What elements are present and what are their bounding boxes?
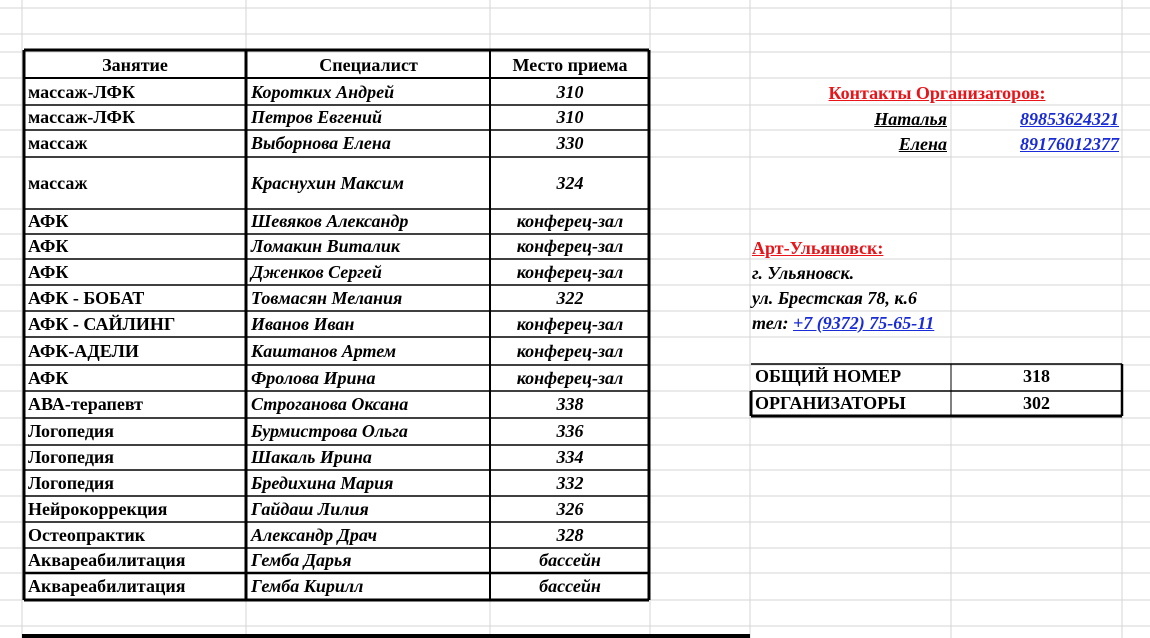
contacts-title[interactable]: Контакты Организаторов: — [828, 84, 1046, 103]
cell-room[interactable]: конферец-зал — [516, 314, 624, 334]
cell-specialist[interactable]: Фролова Ирина — [251, 368, 376, 388]
cell-activity[interactable]: АФК — [28, 236, 69, 256]
general-number-label[interactable]: ОБЩИЙ НОМЕР — [755, 367, 902, 386]
cell-specialist[interactable]: Каштанов Артем — [251, 341, 397, 361]
cell-specialist[interactable]: Гемба Кирилл — [251, 576, 364, 596]
contact-phone-natalya[interactable]: 89853624321 — [1020, 110, 1119, 129]
cell-room[interactable]: 328 — [556, 525, 584, 545]
cell-activity[interactable]: АФК - БОБАТ — [28, 288, 145, 308]
cell-room[interactable]: 326 — [556, 499, 584, 519]
cell-activity[interactable]: Аквареабилитация — [28, 550, 186, 570]
cell-specialist[interactable]: Александр Драч — [251, 525, 378, 545]
cell-room[interactable]: конферец-зал — [516, 262, 624, 282]
cell-room[interactable]: 332 — [556, 473, 584, 493]
venue-phone-label: тел: — [752, 314, 794, 333]
cell-room[interactable]: конферец-зал — [516, 368, 624, 388]
cell-specialist[interactable]: Гемба Дарья — [251, 550, 352, 570]
cell-room[interactable]: 310 — [556, 82, 584, 102]
header-room[interactable]: Место приема — [512, 56, 628, 75]
cell-activity[interactable]: АФК — [28, 262, 69, 282]
cell-specialist[interactable]: Коротких Андрей — [251, 82, 395, 102]
contact-phone-elena[interactable]: 89176012377 — [1020, 135, 1119, 154]
venue-street[interactable]: ул. Брестская 78, к.6 — [752, 289, 917, 308]
header-activity[interactable]: Занятие — [102, 56, 168, 75]
cell-activity[interactable]: Логопедия — [28, 473, 115, 493]
cell-specialist[interactable]: Шевяков Александр — [251, 211, 409, 231]
cell-specialist[interactable]: Бурмистрова Ольга — [251, 421, 408, 441]
cell-activity[interactable]: Нейрокоррекция — [28, 499, 168, 519]
header-specialist[interactable]: Специалист — [319, 56, 418, 75]
venue-name[interactable]: Арт-Ульяновск: — [752, 239, 884, 258]
cell-room[interactable]: бассейн — [539, 550, 601, 570]
cell-activity[interactable]: массаж — [28, 173, 88, 193]
organizers-value[interactable]: 302 — [1023, 394, 1050, 413]
cell-specialist[interactable]: Иванов Иван — [251, 314, 355, 334]
cell-room[interactable]: 334 — [556, 447, 584, 467]
cell-activity[interactable]: АФК — [28, 368, 69, 388]
contact-name-natalya[interactable]: Наталья — [874, 110, 947, 129]
cell-activity[interactable]: Логопедия — [28, 421, 115, 441]
cell-activity[interactable]: массаж-ЛФК — [28, 107, 136, 127]
venue-phone-row[interactable] — [750, 314, 1070, 334]
cell-specialist[interactable]: Бредихина Мария — [251, 473, 394, 493]
cell-activity[interactable]: массаж-ЛФК — [28, 82, 136, 102]
cell-activity[interactable]: АВА-терапевт — [28, 394, 143, 414]
cell-specialist[interactable]: Петров Евгений — [251, 107, 382, 127]
cell-room[interactable]: 330 — [556, 133, 584, 153]
cell-activity[interactable]: АФК-АДЕЛИ — [28, 341, 139, 361]
cell-room[interactable]: 336 — [556, 421, 584, 441]
cell-specialist[interactable]: Гайдаш Лилия — [251, 499, 369, 519]
cell-activity[interactable]: Остеопрактик — [28, 525, 146, 545]
cell-room[interactable]: 338 — [556, 394, 584, 414]
cell-room[interactable]: конферец-зал — [516, 236, 624, 256]
cell-specialist[interactable]: Выборнова Елена — [251, 133, 391, 153]
cell-specialist[interactable]: Шакаль Ирина — [251, 447, 372, 467]
cell-activity[interactable]: Аквареабилитация — [28, 576, 186, 596]
cell-room[interactable]: 310 — [556, 107, 584, 127]
cell-room[interactable]: конферец-зал — [516, 341, 624, 361]
cell-room[interactable]: бассейн — [539, 576, 601, 596]
general-number-value[interactable]: 318 — [1023, 367, 1050, 386]
cell-specialist[interactable]: Товмасян Мелания — [251, 288, 403, 308]
cell-room[interactable]: конферец-зал — [516, 211, 624, 231]
contact-name-elena[interactable]: Елена — [898, 135, 947, 154]
cell-specialist[interactable]: Ломакин Виталик — [251, 236, 401, 256]
cell-activity[interactable]: АФК — [28, 211, 69, 231]
cell-specialist[interactable]: Дженков Сергей — [251, 262, 382, 282]
venue-city[interactable]: г. Ульяновск. — [752, 264, 855, 283]
cell-room[interactable]: 324 — [556, 173, 584, 193]
organizers-label[interactable]: ОРГАНИЗАТОРЫ — [755, 394, 906, 413]
cell-specialist[interactable]: Краснухин Максим — [251, 173, 404, 193]
cell-activity[interactable]: Логопедия — [28, 447, 115, 467]
venue-phone-link[interactable]: +7 (9372) 75-65-11 — [793, 314, 935, 333]
cell-specialist[interactable]: Строганова Оксана — [251, 394, 409, 414]
cell-activity[interactable]: массаж — [28, 133, 88, 153]
cell-activity[interactable]: АФК - САЙЛИНГ — [28, 314, 176, 334]
cell-room[interactable]: 322 — [556, 288, 584, 308]
